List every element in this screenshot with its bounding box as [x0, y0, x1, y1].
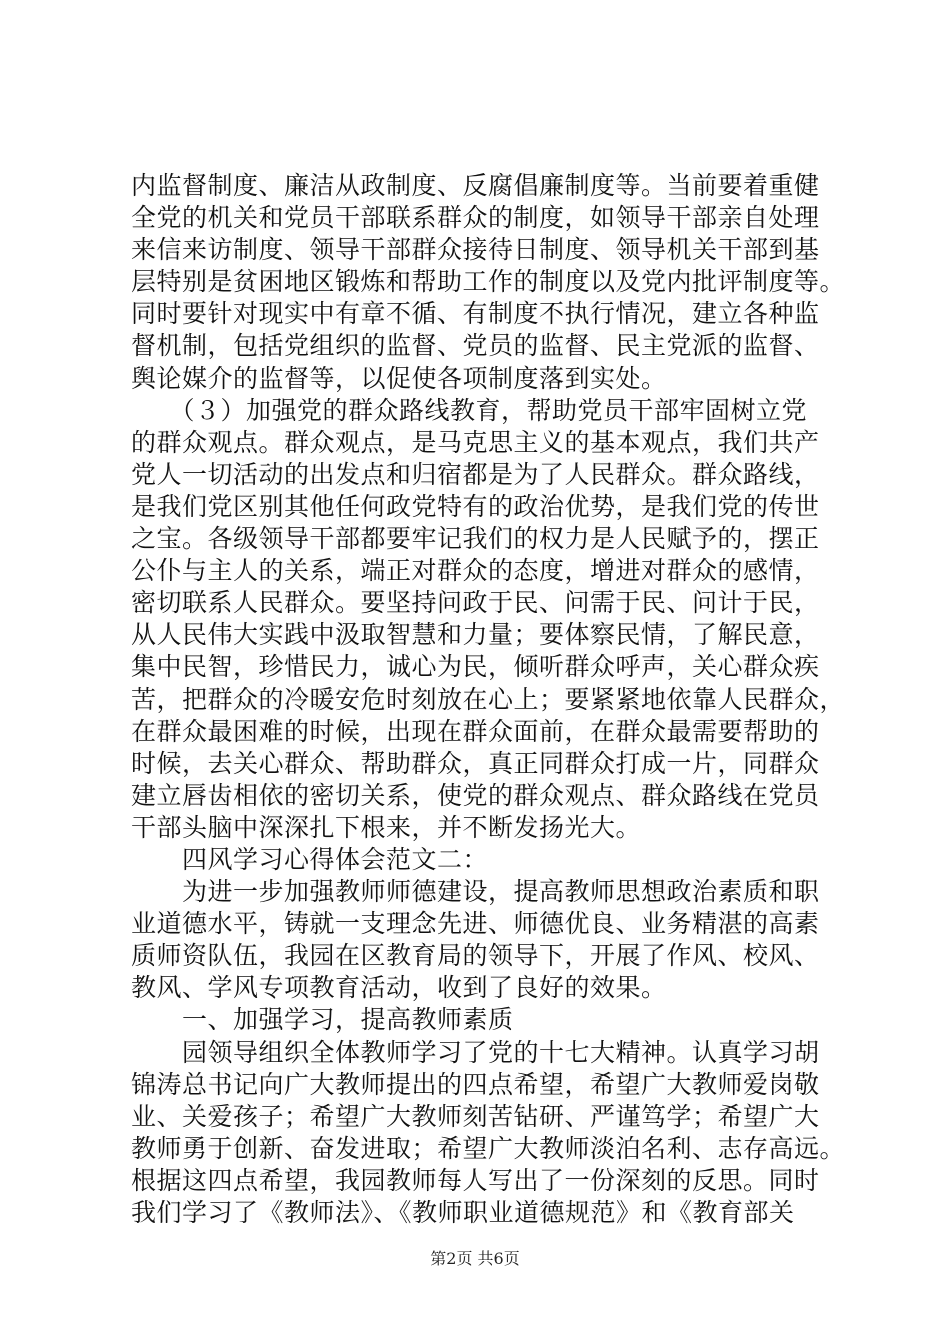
text-line: 根据这四点希望，我园教师每人写出了一份深刻的反思。同时: [131, 1165, 820, 1195]
text-line: 督机制，包括党组织的监督、党员的监督、民主党派的监督、: [131, 331, 820, 361]
text-line: 教师勇于创新、奋发进取；希望广大教师淡泊名利、志存高远。: [131, 1133, 846, 1163]
text-line: 集中民智，珍惜民力，诚心为民，倾听群众呼声，关心群众疾: [131, 652, 820, 682]
text-line: 密切联系人民群众。要坚持问政于民、问需于民、问计于民，: [131, 588, 820, 618]
text-line: 业道德水平，铸就一支理念先进、师德优良、业务精湛的高素: [131, 909, 820, 939]
text-line: 时候，去关心群众、帮助群众，真正同群众打成一片，同群众: [131, 748, 820, 778]
text-line: 锦涛总书记向广大教师提出的四点希望，希望广大教师爱岗敬: [131, 1069, 820, 1099]
text-line: 的群众观点。群众观点，是马克思主义的基本观点，我们共产: [131, 427, 820, 457]
text-line: 从人民伟大实践中汲取智慧和力量；要体察民情，了解民意，: [131, 620, 820, 650]
text-line: 苦，把群众的冷暖安危时刻放在心上；要紧紧地依靠人民群众，: [131, 684, 846, 714]
text-line: 园领导组织全体教师学习了党的十七大精神。认真学习胡: [131, 1037, 820, 1067]
text-line: 舆论媒介的监督等，以促使各项制度落到实处。: [131, 363, 667, 393]
text-line: 为进一步加强教师师德建设，提高教师思想政治素质和职: [131, 877, 820, 907]
text-line: 质师资队伍，我园在区教育局的领导下，开展了作风、校风、: [131, 941, 820, 971]
text-line: 公仆与主人的关系，端正对群众的态度，增进对群众的感情，: [131, 556, 820, 586]
text-line: 来信来访制度、领导干部群众接待日制度、领导机关干部到基: [131, 235, 820, 265]
text-line: 是我们党区别其他任何政党特有的政治优势，是我们党的传世: [131, 491, 820, 521]
body-text: [131, 170, 851, 1229]
text-line: 党人一切活动的出发点和归宿都是为了人民群众。群众路线，: [131, 459, 820, 489]
section-heading: 一、加强学习，提高教师素质: [131, 1005, 514, 1035]
text-line: （３）加强党的群众路线教育，帮助党员干部牢固树立党: [131, 395, 808, 425]
text-line: 干部头脑中深深扎下根来，并不断发扬光大。: [131, 812, 642, 842]
text-line: 同时要针对现实中有章不循、有制度不执行情况，建立各种监: [131, 299, 820, 329]
text-line: 教风、学风专项教育活动，收到了良好的效果。: [131, 973, 667, 1003]
text-line: 全党的机关和党员干部联系群众的制度，如领导干部亲自处理: [131, 203, 820, 233]
text-line: 业、关爱孩子；希望广大教师刻苦钻研、严谨笃学；希望广大: [131, 1101, 820, 1131]
text-line: 建立唇齿相依的密切关系，使党的群众观点、群众路线在党员: [131, 780, 820, 810]
page-footer: [0, 1249, 950, 1269]
section-heading: 四风学习心得体会范文二：: [131, 844, 489, 874]
text-line: 我们学习了《教师法》、《教师职业道德规范》和《教育部关: [131, 1198, 795, 1227]
text-line: 之宝。各级领导干部都要牢记我们的权力是人民赋予的，摆正: [131, 524, 820, 554]
page-number: 第2页 共6页: [430, 1249, 520, 1268]
text-line: 层特别是贫困地区锻炼和帮助工作的制度以及党内批评制度等。: [131, 267, 846, 297]
text-line: 内监督制度、廉洁从政制度、反腐倡廉制度等。当前要着重健: [131, 171, 820, 200]
text-line: 在群众最困难的时候，出现在群众面前，在群众最需要帮助的: [131, 716, 820, 746]
